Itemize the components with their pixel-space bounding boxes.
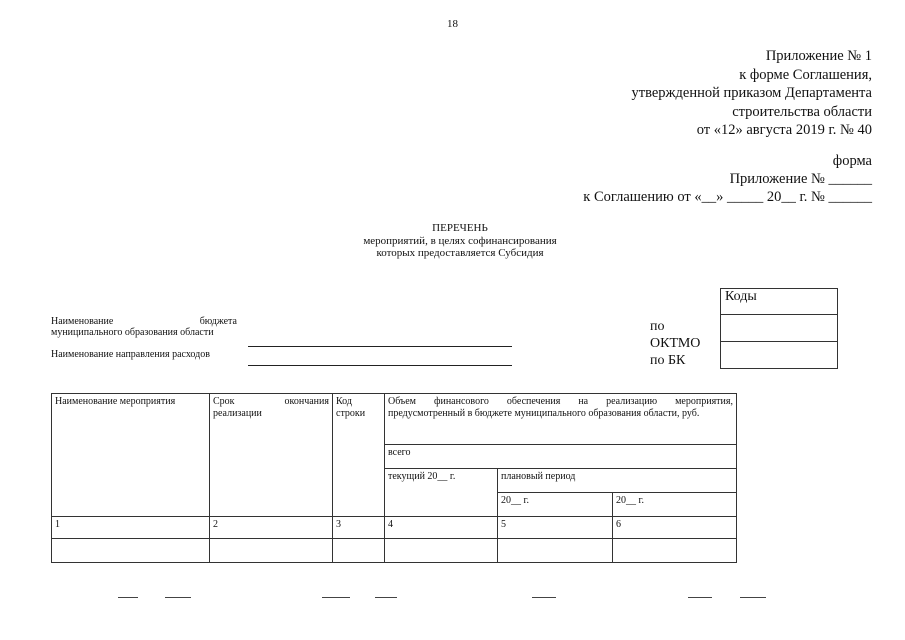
scan-artifact [740,597,766,598]
scan-artifact [165,597,191,598]
empty-cell [613,539,737,563]
codes-bk-cell [721,342,838,369]
direction-field-line [248,365,512,366]
codes-oktmo-cell [721,315,838,342]
document-title [300,222,620,260]
col-number-5: 5 [498,517,613,539]
col-number-1: 1 [52,517,210,539]
header-plan-year-2: 20__ г. [613,493,737,517]
codes-labels [650,318,700,369]
codes-oktmo-label: ОКТМО [650,336,701,351]
scan-artifact [118,597,138,598]
scan-artifact [322,597,350,598]
empty-cell [498,539,613,563]
col-number-6: 6 [613,517,737,539]
form-appendix-number: Приложение № ______ [729,171,872,187]
empty-cell [210,539,333,563]
activities-table [51,393,737,563]
header-total: всего [385,445,737,469]
header-planned-period: плановый период [498,469,737,493]
header-deadline [210,394,333,517]
form-label: форма [832,153,872,169]
empty-cell [385,539,498,563]
budget-label-word-1: Наименование [51,316,114,327]
col-number-2: 2 [210,517,333,539]
page-number: 18 [447,18,458,30]
header-activity-name: Наименование мероприятия [52,394,210,517]
empty-cell [333,539,385,563]
codes-header: Коды [721,289,838,315]
empty-cell [52,539,210,563]
header-deadline-word-3: реализации [213,408,262,419]
budget-label-word-2: бюджета [199,316,237,327]
budget-label-line-2: муниципального образования области [51,327,214,338]
appendix-line-5: от «12» августа 2019 г. № 40 [696,122,872,138]
header-current-year: текущий 20__ г. [385,469,498,517]
appendix-line-3: утвержденной приказом Департамента [631,85,872,101]
form-agreement-line: к Соглашению от «__» _____ 20__ г. № ______ [583,189,872,205]
form-header [583,152,872,206]
title-heading: ПЕРЕЧЕНЬ [432,222,488,234]
budget-label [51,316,237,338]
col-number-4: 4 [385,517,498,539]
codes-table [720,288,838,369]
scan-artifact [375,597,397,598]
appendix-line-4: строительства области [732,103,872,120]
scan-artifact [688,597,712,598]
header-deadline-word-2: окончания [284,396,329,407]
appendix-header [632,47,873,140]
header-row-code: Код строки [333,394,385,517]
title-line-3: которых предоставляется Субсидия [376,247,544,259]
direction-label: Наименование направления расходов [51,349,210,360]
header-plan-year-1: 20__ г. [498,493,613,517]
header-funding-volume: Объем финансового обеспечения на реализацию мероприятия, предусмотренный в бюджете муниципального образования области, руб. [385,394,737,445]
budget-field-line [248,346,512,347]
header-deadline-word-1: Срок [213,396,235,407]
title-line-2: мероприятий, в целях софинансирования [363,234,557,247]
codes-bk-label: по БК [650,353,686,368]
appendix-line-1: Приложение № 1 [765,48,872,64]
scan-artifact [532,597,556,598]
appendix-line-2: к форме Соглашения, [739,66,872,83]
codes-po-label: по [650,319,665,334]
col-number-3: 3 [333,517,385,539]
